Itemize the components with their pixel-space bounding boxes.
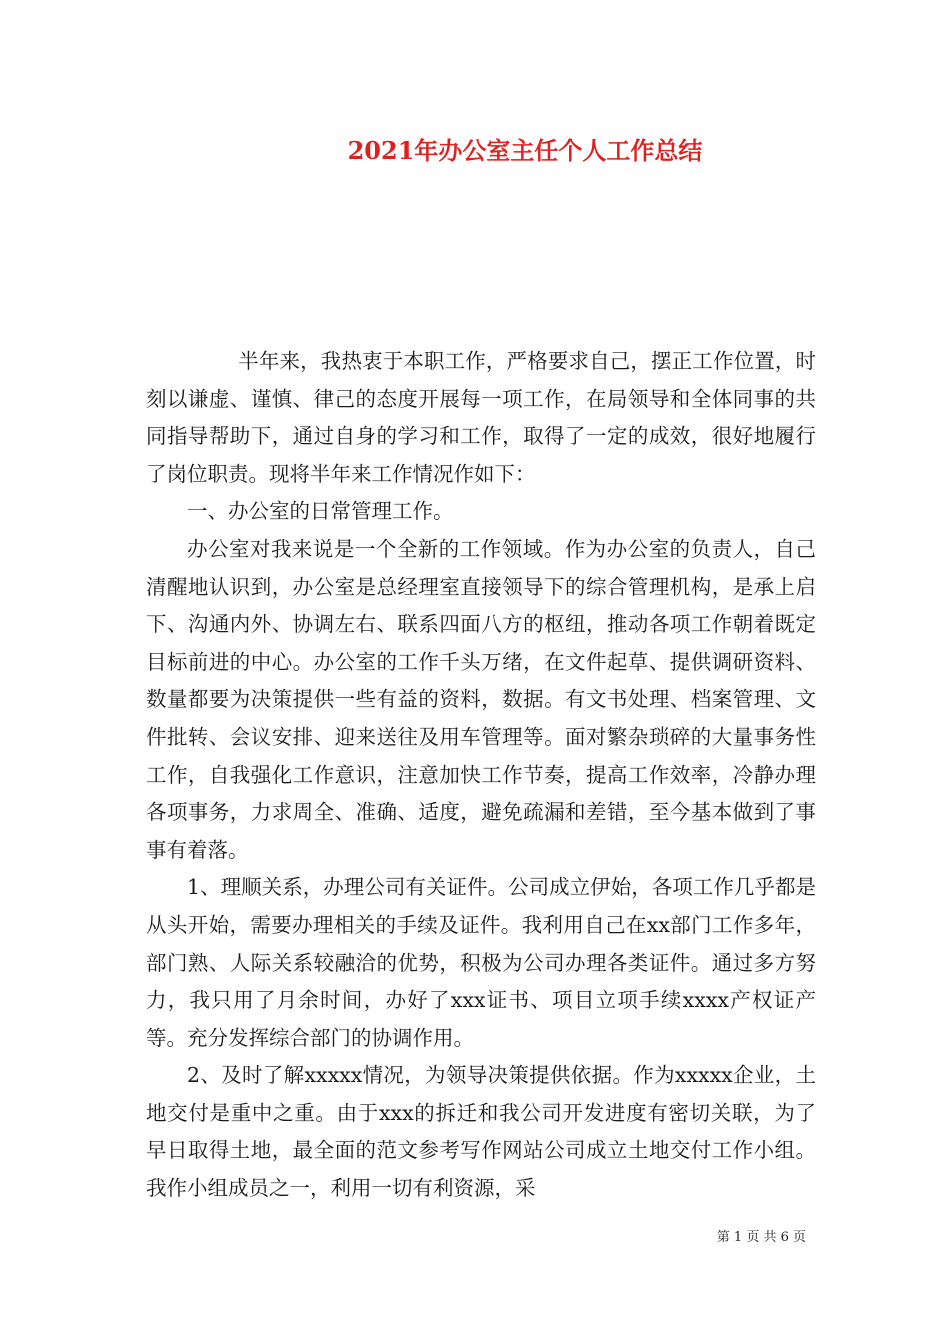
paragraph-office-overview: 办公室对我来说是一个全新的工作领域。作为办公室的负责人，自己清醒地认识到，办公室是总经理室直接领导下的综合管理机构，是承上启下、沟通内外、协调左右、联系四面八方的枢纽，推动各项工作朝着既定目标前进的中心。办公室的工作千头万绪，在文件起草、提供调研资料、数量都要为决策提供一些有益的资料，数据。有文书处理、档案管理、文件批转、会议安排、迎来送往及用车管理等。面对繁杂琐碎的大量事务性工作，自我强化工作意识，注意加快工作节奏，提高工作效率，冷静办理各项事务，力求周全、准确、适度，避免疏漏和差错，至今基本做到了事事有着落。 [146,536,816,862]
section-heading-1: 一、办公室的日常管理工作。 [187,499,454,524]
document-body [146,343,816,1208]
paragraph-item-2: 2、及时了解xxxxx情况，为领导决策提供依据。作为xxxxx企业，土地交付是重中之重。由于xxx的拆迁和我公司开发进度有密切关联，为了早日取得土地，最全面的范文参考写作网站公司成立土地交付工作小组。我作小组成员之一，利用一切有利资源，采 [146,1063,816,1201]
page-number: 第 1 页 共 6 页 [716,1230,806,1245]
document-title: 2021年办公室主任个人工作总结 [347,136,703,165]
paragraph-intro: 半年来，我热衷于本职工作，严格要求自己，摆正工作位置，时刻以谦虚、谨慎、律己的态度开展每一项工作，在局领导和全体同事的共同指导帮助下，通过自身的学习和工作，取得了一定的成效，很好地履行了岗位职责。现将半年来工作情况作如下： [146,349,816,486]
paragraph-item-1: 1、理顺关系，办理公司有关证件。公司成立伊始，各项工作几乎都是从头开始，需要办理相关的手续及证件。我利用自己在xx部门工作多年，部门熟、人际关系较融洽的优势，积极为公司办理各类证件。通过多方努力，我只用了月余时间，办好了xxx证书、项目立项手续xxxx产权证产等。充分发挥综合部门的协调作用。 [146,875,816,1050]
